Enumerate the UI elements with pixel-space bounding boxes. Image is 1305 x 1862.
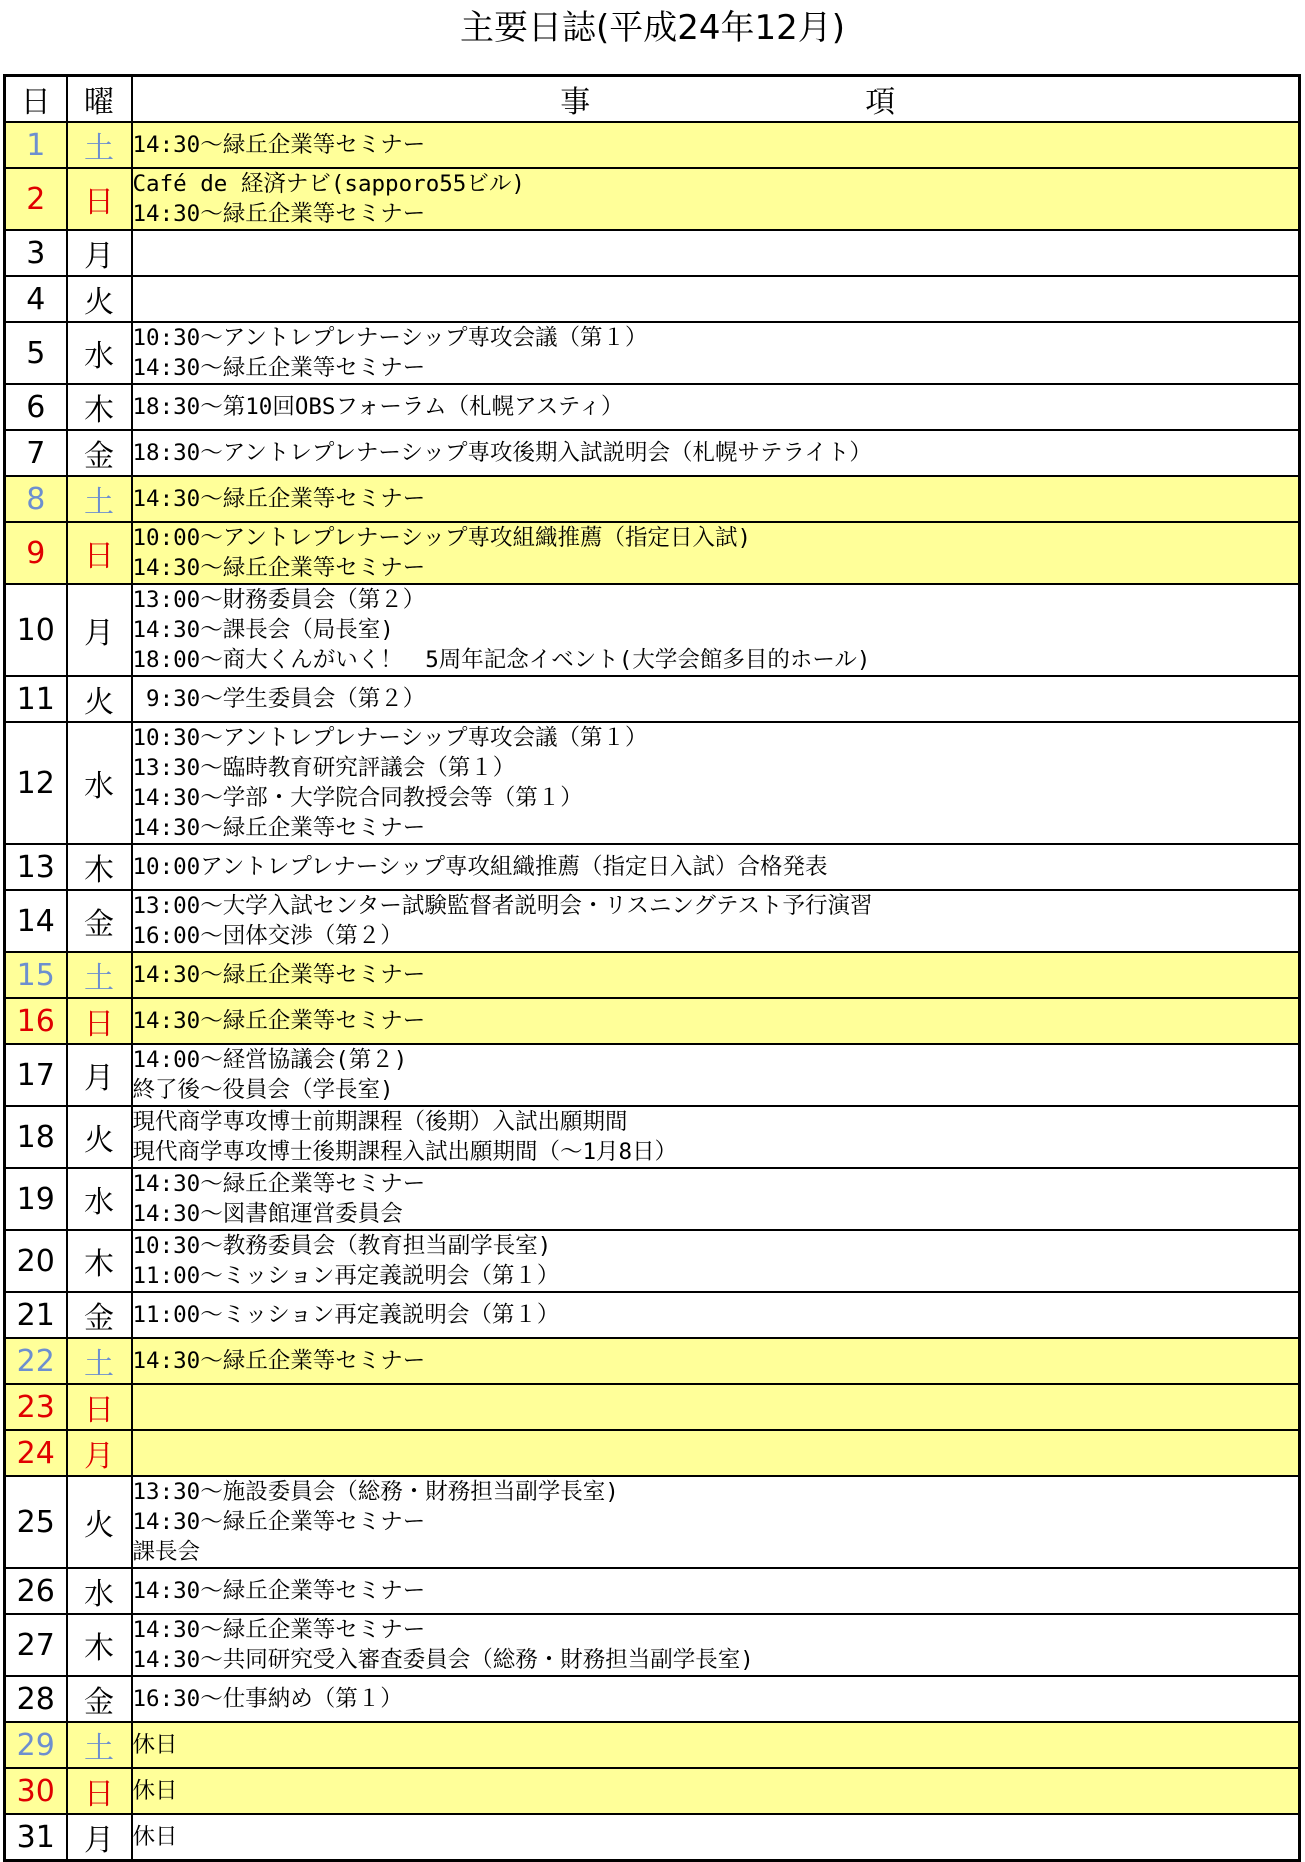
day-number: 24 [5,1430,67,1476]
day-number: 7 [5,430,67,476]
day-items [132,1044,1300,1106]
item-line: 14:30～緑丘企業等セミナー [132,1348,426,1374]
item-line: 13:00～大学入試センター試験監督者説明会・リスニングテスト予行演習 [132,893,873,919]
day-items [132,122,1300,168]
day-number: 2 [5,168,67,230]
item-line: 休日 [132,1778,178,1804]
day-number: 1 [5,122,67,168]
item-line: 14:30～緑丘企業等セミナー [132,486,426,512]
day-of-week: 日 [67,998,132,1044]
day-of-week: 水 [67,322,132,384]
item-line: 課長会 [132,1539,201,1565]
day-items [132,998,1300,1044]
day-of-week: 火 [67,276,132,322]
day-of-week: 土 [67,1338,132,1384]
day-row [5,1292,1300,1338]
item-line: 14:30～緑丘企業等セミナー [132,1171,426,1197]
item-line: 現代商学専攻博士後期課程入試出願期間（～1月8日） [132,1139,678,1165]
day-items [132,1292,1300,1338]
day-row [5,1044,1300,1106]
day-items [132,1338,1300,1384]
day-row [5,168,1300,230]
day-items [132,384,1300,430]
item-line: 18:00～商大くんがいく！ 5周年記念イベント(大学会館多目的ホール) [132,647,871,673]
day-of-week: 土 [67,1722,132,1768]
item-line: 18:30～第10回OBSフォーラム（札幌アスティ） [132,394,624,420]
day-items [132,844,1300,890]
day-of-week: 月 [67,1430,132,1476]
day-row [5,1722,1300,1768]
day-number: 25 [5,1476,67,1568]
day-row [5,230,1300,276]
day-number: 29 [5,1722,67,1768]
header-matter [132,76,1300,123]
day-row [5,1338,1300,1384]
day-row [5,1614,1300,1676]
day-number: 23 [5,1384,67,1430]
item-line: 14:30～学部・大学院合同教授会等（第１） [132,785,583,811]
item-line: 13:30～臨時教育研究評議会（第１） [132,755,516,781]
page-title: 主要日誌(平成24年12月) [459,8,846,48]
day-of-week: 火 [67,1106,132,1168]
day-number: 26 [5,1568,67,1614]
day-of-week: 月 [67,230,132,276]
day-row [5,676,1300,722]
day-of-week: 木 [67,384,132,430]
day-row [5,122,1300,168]
header-row [5,76,1300,123]
day-items [132,1230,1300,1292]
day-row [5,1814,1300,1861]
item-line: 16:00～団体交渉（第２） [132,923,403,949]
item-line: 終了後～役員会（学長室) [132,1077,394,1103]
day-of-week: 日 [67,522,132,584]
day-items [132,1430,1300,1476]
day-number: 14 [5,890,67,952]
day-row [5,1430,1300,1476]
day-of-week: 木 [67,844,132,890]
day-of-week: 金 [67,1292,132,1338]
item-line: 10:30～アントレプレナーシップ専攻会議（第１） [132,725,648,751]
day-number: 15 [5,952,67,998]
day-row [5,998,1300,1044]
day-number: 5 [5,322,67,384]
day-number: 8 [5,476,67,522]
day-row [5,384,1300,430]
item-line: 11:00～ミッション再定義説明会（第１） [132,1302,560,1328]
day-of-week: 日 [67,1768,132,1814]
day-row [5,844,1300,890]
day-items [132,1614,1300,1676]
day-items [132,1676,1300,1722]
day-of-week: 火 [67,676,132,722]
day-number: 27 [5,1614,67,1676]
day-of-week: 日 [67,1384,132,1430]
day-items [132,168,1300,230]
day-row [5,1768,1300,1814]
day-items [132,1768,1300,1814]
day-items [132,230,1300,276]
day-row [5,1568,1300,1614]
item-line: Café de 経済ナビ(sapporo55ビル) [132,171,525,197]
day-items [132,1568,1300,1614]
item-line: 11:00～ミッション再定義説明会（第１） [132,1263,560,1289]
day-items [132,676,1300,722]
day-items [132,584,1300,676]
day-row [5,952,1300,998]
day-number: 4 [5,276,67,322]
item-line: 14:30～緑丘企業等セミナー [132,962,426,988]
day-number: 9 [5,522,67,584]
item-line: 16:30～仕事納め（第１） [132,1686,403,1712]
day-of-week: 土 [67,122,132,168]
day-number: 19 [5,1168,67,1230]
item-line: 14:30～緑丘企業等セミナー [132,355,426,381]
header-matter-b: 項 [865,85,896,120]
day-of-week: 土 [67,952,132,998]
day-row [5,276,1300,322]
day-of-week: 金 [67,430,132,476]
day-row [5,584,1300,676]
day-items [132,276,1300,322]
item-line: 現代商学専攻博士前期課程（後期）入試出願期間 [132,1109,628,1135]
header-matter-a: 事 [560,85,591,120]
day-row [5,476,1300,522]
day-of-week: 火 [67,1476,132,1568]
item-line: 14:30～共同研究受入審査委員会（総務・財務担当副学長室) [132,1647,754,1673]
day-of-week: 土 [67,476,132,522]
header-dow: 曜 [67,76,132,123]
day-of-week: 木 [67,1230,132,1292]
item-line: 14:30～緑丘企業等セミナー [132,1578,426,1604]
item-line: 10:00アントレプレナーシップ専攻組織推薦（指定日入試）合格発表 [132,854,828,880]
item-line: 14:30～緑丘企業等セミナー [132,555,426,581]
item-line: 18:30～アントレプレナーシップ専攻後期入試説明会（札幌サテライト） [132,440,872,466]
day-of-week: 月 [67,1814,132,1861]
day-row [5,1106,1300,1168]
day-number: 17 [5,1044,67,1106]
item-line: 13:30～施設委員会（総務・財務担当副学長室) [132,1479,619,1505]
item-line: 休日 [132,1824,178,1850]
item-line: 13:00～財務委員会（第２） [132,587,426,613]
day-items [132,890,1300,952]
day-of-week: 水 [67,1568,132,1614]
day-row [5,1676,1300,1722]
diary-table [3,74,1301,1862]
day-number: 3 [5,230,67,276]
day-number: 20 [5,1230,67,1292]
item-line: 10:30～教務委員会（教育担当副学長室) [132,1233,552,1259]
day-number: 6 [5,384,67,430]
item-line: 14:30～図書館運営委員会 [132,1201,403,1227]
item-line: 14:30～緑丘企業等セミナー [132,815,426,841]
day-items [132,476,1300,522]
day-number: 16 [5,998,67,1044]
item-line: 休日 [132,1732,178,1758]
item-line: 14:30～緑丘企業等セミナー [132,1008,426,1034]
item-line: 14:30～緑丘企業等セミナー [132,132,426,158]
item-line: 10:30～アントレプレナーシップ専攻会議（第１） [132,325,648,351]
day-number: 10 [5,584,67,676]
item-line: 10:00～アントレプレナーシップ専攻組織推薦（指定日入試) [132,525,752,551]
day-of-week: 日 [67,168,132,230]
item-line: 14:30～緑丘企業等セミナー [132,1617,426,1643]
day-of-week: 水 [67,1168,132,1230]
day-row [5,1384,1300,1430]
item-line: 14:00～経営協議会(第２) [132,1047,408,1073]
day-row [5,430,1300,476]
item-line: 14:30～緑丘企業等セミナー [132,1509,426,1535]
day-items [132,1384,1300,1430]
day-of-week: 金 [67,890,132,952]
day-number: 31 [5,1814,67,1861]
day-row [5,722,1300,844]
day-items [132,1476,1300,1568]
day-of-week: 月 [67,1044,132,1106]
day-number: 21 [5,1292,67,1338]
header-day: 日 [5,76,67,123]
day-of-week: 木 [67,1614,132,1676]
day-of-week: 金 [67,1676,132,1722]
day-row [5,1230,1300,1292]
day-number: 11 [5,676,67,722]
day-items [132,1106,1300,1168]
day-items [132,1814,1300,1861]
day-items [132,430,1300,476]
day-row [5,322,1300,384]
day-items [132,722,1300,844]
day-row [5,1168,1300,1230]
day-items [132,1722,1300,1768]
day-of-week: 水 [67,722,132,844]
day-items [132,952,1300,998]
day-items [132,322,1300,384]
day-of-week: 月 [67,584,132,676]
day-number: 13 [5,844,67,890]
day-number: 12 [5,722,67,844]
day-number: 22 [5,1338,67,1384]
day-row [5,1476,1300,1568]
item-line: 14:30～課長会（局長室) [132,617,394,643]
day-number: 18 [5,1106,67,1168]
day-row [5,522,1300,584]
day-items [132,522,1300,584]
day-number: 30 [5,1768,67,1814]
day-row [5,890,1300,952]
item-line: 9:30～学生委員会（第２） [132,686,426,712]
day-number: 28 [5,1676,67,1722]
day-items [132,1168,1300,1230]
item-line: 14:30～緑丘企業等セミナー [132,201,426,227]
